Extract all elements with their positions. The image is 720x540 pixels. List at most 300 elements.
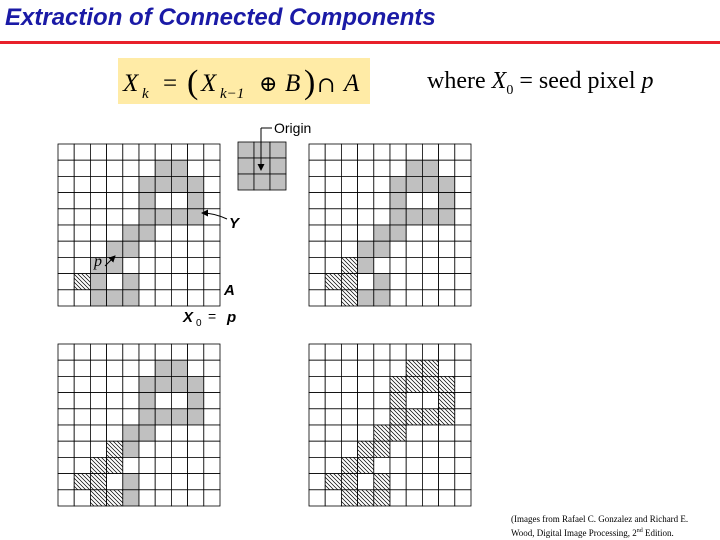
grid-cell xyxy=(406,160,422,176)
formula-set: A xyxy=(344,70,360,97)
caption-line-2-post: Edition. xyxy=(642,528,674,538)
grid-cell xyxy=(374,160,390,176)
grid-cell xyxy=(74,344,90,360)
grid-cell xyxy=(374,257,390,273)
grid-cell xyxy=(90,409,106,425)
grid-cell xyxy=(58,490,74,506)
grid-cell xyxy=(123,160,139,176)
grid-cell xyxy=(204,344,220,360)
grid-cell xyxy=(58,376,74,392)
grid-cell xyxy=(58,257,74,273)
grid-cell xyxy=(107,409,123,425)
grid-iteration-1 xyxy=(309,144,471,306)
grid-cell xyxy=(422,160,438,176)
grid-cell xyxy=(358,376,374,392)
grid-cell xyxy=(107,393,123,409)
grid-cell xyxy=(374,425,390,441)
grid-cell xyxy=(374,409,390,425)
grid-cell xyxy=(309,176,325,192)
grid-cell xyxy=(309,344,325,360)
grid-cell xyxy=(390,376,406,392)
grid-cell xyxy=(325,425,341,441)
structuring-element-cell xyxy=(238,142,254,158)
grid-cell xyxy=(58,176,74,192)
grid-cell xyxy=(358,225,374,241)
grid-cell xyxy=(188,193,204,209)
grid-cell xyxy=(204,257,220,273)
grid-cell xyxy=(58,209,74,225)
grid-cell xyxy=(439,344,455,360)
structuring-element-cell xyxy=(270,158,286,174)
grid-cell xyxy=(171,457,187,473)
formula-operand-sub: k−1 xyxy=(220,86,245,102)
grid-cell xyxy=(155,257,171,273)
grid-cell xyxy=(204,393,220,409)
grid-cell xyxy=(390,176,406,192)
grid-cell xyxy=(139,360,155,376)
grid-cell xyxy=(155,425,171,441)
grid-cell xyxy=(422,393,438,409)
grid-cell xyxy=(341,344,357,360)
grid-cell xyxy=(358,193,374,209)
grid-cell xyxy=(74,193,90,209)
grid-cell xyxy=(171,144,187,160)
grid-cell xyxy=(439,144,455,160)
grid-cell xyxy=(439,290,455,306)
grid-cell xyxy=(171,344,187,360)
grid-cell xyxy=(455,274,471,290)
grid-cell xyxy=(58,274,74,290)
image-credit xyxy=(511,513,716,539)
grid-cell xyxy=(139,241,155,257)
grid-cell xyxy=(455,193,471,209)
grid-cell xyxy=(341,474,357,490)
grid-cell xyxy=(90,441,106,457)
grid-cell xyxy=(139,376,155,392)
grid-cell xyxy=(358,290,374,306)
structuring-element-cell xyxy=(254,158,270,174)
grid-cell xyxy=(439,225,455,241)
grid-cell xyxy=(325,176,341,192)
grid-cell xyxy=(171,474,187,490)
grid-cell xyxy=(374,393,390,409)
grid-cell xyxy=(188,393,204,409)
grid-cell xyxy=(155,225,171,241)
grid-cell xyxy=(422,409,438,425)
where-sub: 0 xyxy=(506,82,514,98)
grid-cell xyxy=(325,193,341,209)
grid-cell xyxy=(455,290,471,306)
grid-cell xyxy=(374,241,390,257)
grid-cell xyxy=(325,344,341,360)
grid-cell xyxy=(90,474,106,490)
grid-cell xyxy=(188,257,204,273)
grid-cell xyxy=(341,193,357,209)
grid-cell xyxy=(358,409,374,425)
grid-cell xyxy=(204,376,220,392)
x0-equals: = xyxy=(208,308,217,324)
grid-cell xyxy=(90,457,106,473)
grid-cell xyxy=(309,241,325,257)
grid-cell xyxy=(406,490,422,506)
grid-cell xyxy=(390,409,406,425)
grid-cell xyxy=(439,393,455,409)
grid-cell xyxy=(390,160,406,176)
grid-cell xyxy=(171,274,187,290)
grid-cell xyxy=(309,393,325,409)
grid-cell xyxy=(171,241,187,257)
structuring-element-cell xyxy=(254,142,270,158)
grid-cell xyxy=(123,490,139,506)
grid-cell xyxy=(455,160,471,176)
grid-cell xyxy=(422,209,438,225)
grid-cell xyxy=(188,490,204,506)
grid-cell xyxy=(358,490,374,506)
grid-cell xyxy=(406,144,422,160)
grid-cell xyxy=(455,176,471,192)
grid-cell xyxy=(74,425,90,441)
grid-cell xyxy=(139,193,155,209)
formula-intersect: ∩ xyxy=(317,73,336,98)
grid-final-iteration xyxy=(309,344,471,506)
grid-cell xyxy=(155,176,171,192)
grid-cell xyxy=(455,376,471,392)
grid-cell xyxy=(422,144,438,160)
grid-cell xyxy=(139,290,155,306)
grid-cell xyxy=(204,474,220,490)
grid-cell xyxy=(204,425,220,441)
grid-cell xyxy=(188,376,204,392)
grid-cell xyxy=(406,425,422,441)
grid-cell xyxy=(155,290,171,306)
grid-cell xyxy=(309,225,325,241)
where-var: X xyxy=(491,68,507,94)
grid-cell xyxy=(107,441,123,457)
grid-cell xyxy=(74,474,90,490)
grid-cell xyxy=(406,257,422,273)
grid-cell xyxy=(123,376,139,392)
grid-cell xyxy=(406,409,422,425)
grid-cell xyxy=(358,241,374,257)
grid-cell xyxy=(439,360,455,376)
structuring-element-cell xyxy=(270,174,286,190)
grid-cell xyxy=(406,274,422,290)
grid-cell xyxy=(341,225,357,241)
grid-set-a xyxy=(58,144,220,306)
grid-cell xyxy=(139,425,155,441)
grid-cell xyxy=(341,441,357,457)
grid-cell xyxy=(188,176,204,192)
grid-cell xyxy=(58,360,74,376)
grid-cell xyxy=(325,393,341,409)
grid-cell xyxy=(439,209,455,225)
grid-cell xyxy=(406,376,422,392)
grid-cell xyxy=(155,474,171,490)
grid-cell xyxy=(155,144,171,160)
grid-cell xyxy=(390,441,406,457)
grid-cell xyxy=(123,344,139,360)
formula-close-paren: ) xyxy=(304,64,316,101)
grid-cell xyxy=(123,393,139,409)
grid-cell xyxy=(155,490,171,506)
grid-cell xyxy=(309,441,325,457)
grid-cell xyxy=(58,290,74,306)
grid-cell xyxy=(139,160,155,176)
structuring-element-cell xyxy=(270,142,286,158)
grid-cell xyxy=(188,474,204,490)
origin-label: Origin xyxy=(274,120,312,136)
grid-cell xyxy=(155,457,171,473)
grid-cell xyxy=(155,393,171,409)
grid-cell xyxy=(139,393,155,409)
grid-cell xyxy=(74,225,90,241)
grid-cell xyxy=(325,474,341,490)
grid-cell xyxy=(90,490,106,506)
grid-cell xyxy=(204,409,220,425)
grid-cell xyxy=(107,457,123,473)
grid-cell xyxy=(406,474,422,490)
grid-cell xyxy=(58,441,74,457)
grid-cell xyxy=(406,360,422,376)
grid-cell xyxy=(204,490,220,506)
grid-cell xyxy=(422,441,438,457)
grid-cell xyxy=(188,225,204,241)
grid-cell xyxy=(309,193,325,209)
grid-cell xyxy=(325,360,341,376)
grid-cell xyxy=(422,457,438,473)
grid-cell xyxy=(422,490,438,506)
formula-oplus: ⊕ xyxy=(259,72,278,97)
grid-cell xyxy=(188,344,204,360)
grid-cell xyxy=(90,144,106,160)
grid-cell xyxy=(358,344,374,360)
grid-cell xyxy=(390,241,406,257)
formula-struct-elem: B xyxy=(285,70,301,97)
grid-cell xyxy=(107,290,123,306)
grid-cell xyxy=(171,160,187,176)
grid-cell xyxy=(139,457,155,473)
grid-cell xyxy=(309,490,325,506)
grid-cell xyxy=(341,376,357,392)
grid-cell xyxy=(107,474,123,490)
grid-cell xyxy=(341,360,357,376)
grid-cell xyxy=(107,490,123,506)
grid-cell xyxy=(171,193,187,209)
grid-cell xyxy=(374,274,390,290)
grid-cell xyxy=(107,360,123,376)
grid-cell xyxy=(422,274,438,290)
grid-cell xyxy=(139,176,155,192)
grid-cell xyxy=(422,257,438,273)
where-prefix: where xyxy=(427,68,486,94)
grid-cell xyxy=(74,274,90,290)
grid-cell xyxy=(107,209,123,225)
grid-cell xyxy=(422,344,438,360)
grid-cell xyxy=(188,425,204,441)
grid-cell xyxy=(155,360,171,376)
grid-cell xyxy=(204,441,220,457)
grid-cell xyxy=(358,393,374,409)
grid-cell xyxy=(58,409,74,425)
grid-cell xyxy=(139,490,155,506)
grid-cell xyxy=(325,457,341,473)
grid-cell xyxy=(341,241,357,257)
grid-cell xyxy=(58,160,74,176)
grid-cell xyxy=(455,441,471,457)
grid-cell xyxy=(455,457,471,473)
grid-cell xyxy=(90,290,106,306)
grid-cell xyxy=(439,241,455,257)
grid-cell xyxy=(171,290,187,306)
grid-cell xyxy=(341,457,357,473)
grid-cell xyxy=(422,376,438,392)
grid-cell xyxy=(107,344,123,360)
grid-cell xyxy=(204,176,220,192)
grid-cell xyxy=(139,257,155,273)
grid-cell xyxy=(58,457,74,473)
grid-cell xyxy=(341,425,357,441)
grid-cell xyxy=(374,193,390,209)
grid-cell xyxy=(455,425,471,441)
grid-cell xyxy=(341,409,357,425)
grid-cell xyxy=(155,274,171,290)
grid-cell xyxy=(155,241,171,257)
grid-cell xyxy=(325,290,341,306)
grid-cell xyxy=(374,344,390,360)
grid-cell xyxy=(439,425,455,441)
grid-cell xyxy=(74,441,90,457)
grid-cell xyxy=(341,176,357,192)
grid-cell xyxy=(123,225,139,241)
grid-cell xyxy=(139,144,155,160)
grid-cell xyxy=(325,409,341,425)
grid-cell xyxy=(406,209,422,225)
grid-cell xyxy=(204,144,220,160)
grid-cell xyxy=(439,257,455,273)
where-pixel: p xyxy=(641,68,654,94)
grid-cell xyxy=(139,441,155,457)
grid-cell xyxy=(374,176,390,192)
formula-open-paren: ( xyxy=(187,64,199,101)
grid-cell xyxy=(188,457,204,473)
grid-cell xyxy=(123,193,139,209)
grid-cell xyxy=(374,376,390,392)
grid-cell xyxy=(188,409,204,425)
grid-cell xyxy=(390,474,406,490)
grid-cell xyxy=(390,209,406,225)
grid-cell xyxy=(204,290,220,306)
grid-cell xyxy=(455,209,471,225)
grid-cell xyxy=(406,176,422,192)
grid-cell xyxy=(171,209,187,225)
grid-cell xyxy=(123,257,139,273)
grid-cell xyxy=(374,290,390,306)
grid-cell xyxy=(139,274,155,290)
slide-title: Extraction of Connected Components xyxy=(5,4,436,31)
grid-cell xyxy=(58,193,74,209)
grid-cell xyxy=(139,209,155,225)
grid-cell xyxy=(439,409,455,425)
caption-line-2-pre: Wood, Digital Image Processing, 2 xyxy=(511,528,637,538)
grid-cell xyxy=(107,176,123,192)
grid-cell xyxy=(455,344,471,360)
grid-cell xyxy=(171,490,187,506)
caption-line-1: (Images from Rafael C. Gonzalez and Richard E. xyxy=(511,514,689,524)
grid-cell xyxy=(139,225,155,241)
grid-cell xyxy=(406,290,422,306)
grid-cell xyxy=(107,425,123,441)
grid-cell xyxy=(90,225,106,241)
grid-cell xyxy=(309,376,325,392)
grid-cell xyxy=(171,393,187,409)
grid-cell xyxy=(155,409,171,425)
grid-cell xyxy=(422,425,438,441)
grid-cell xyxy=(309,290,325,306)
grid-cell xyxy=(422,225,438,241)
grid-cell xyxy=(422,193,438,209)
grid-cell xyxy=(439,441,455,457)
grid-cell xyxy=(406,457,422,473)
grid-cell xyxy=(390,193,406,209)
structuring-element-b xyxy=(238,142,286,190)
p-label: p xyxy=(94,253,102,270)
grid-cell xyxy=(406,441,422,457)
grid-cell xyxy=(325,490,341,506)
grid-cell xyxy=(406,241,422,257)
grid-cell xyxy=(341,490,357,506)
x0-p: p xyxy=(227,309,237,326)
grid-cell xyxy=(123,425,139,441)
grid-cell xyxy=(309,409,325,425)
formula-equals: = xyxy=(163,70,178,97)
grid-cell xyxy=(90,274,106,290)
grid-cell xyxy=(455,225,471,241)
grid-cell xyxy=(107,376,123,392)
grid-cell xyxy=(422,241,438,257)
grid-cell xyxy=(422,360,438,376)
grid-cell xyxy=(204,457,220,473)
grid-cell xyxy=(155,344,171,360)
grid-cell xyxy=(309,160,325,176)
grid-cell xyxy=(188,274,204,290)
grid-cell xyxy=(171,176,187,192)
grid-cell xyxy=(439,457,455,473)
grid-cell xyxy=(90,376,106,392)
grid-cell xyxy=(422,290,438,306)
caption-sup: nd xyxy=(636,528,643,534)
grid-cell xyxy=(390,393,406,409)
grid-cell xyxy=(309,474,325,490)
grid-cell xyxy=(74,490,90,506)
grid-cell xyxy=(455,474,471,490)
grid-cell xyxy=(123,290,139,306)
grid-cell xyxy=(325,241,341,257)
grid-cell xyxy=(455,393,471,409)
grid-cell xyxy=(188,144,204,160)
grid-cell xyxy=(123,360,139,376)
grid-cell xyxy=(374,457,390,473)
grid-cell xyxy=(325,376,341,392)
grid-cell xyxy=(358,360,374,376)
grid-cell xyxy=(455,257,471,273)
grid-cell xyxy=(358,144,374,160)
grid-cell xyxy=(455,409,471,425)
grid-cell xyxy=(188,241,204,257)
grid-cell xyxy=(107,241,123,257)
grid-cell xyxy=(74,457,90,473)
grid-cell xyxy=(390,344,406,360)
grid-cell xyxy=(90,209,106,225)
